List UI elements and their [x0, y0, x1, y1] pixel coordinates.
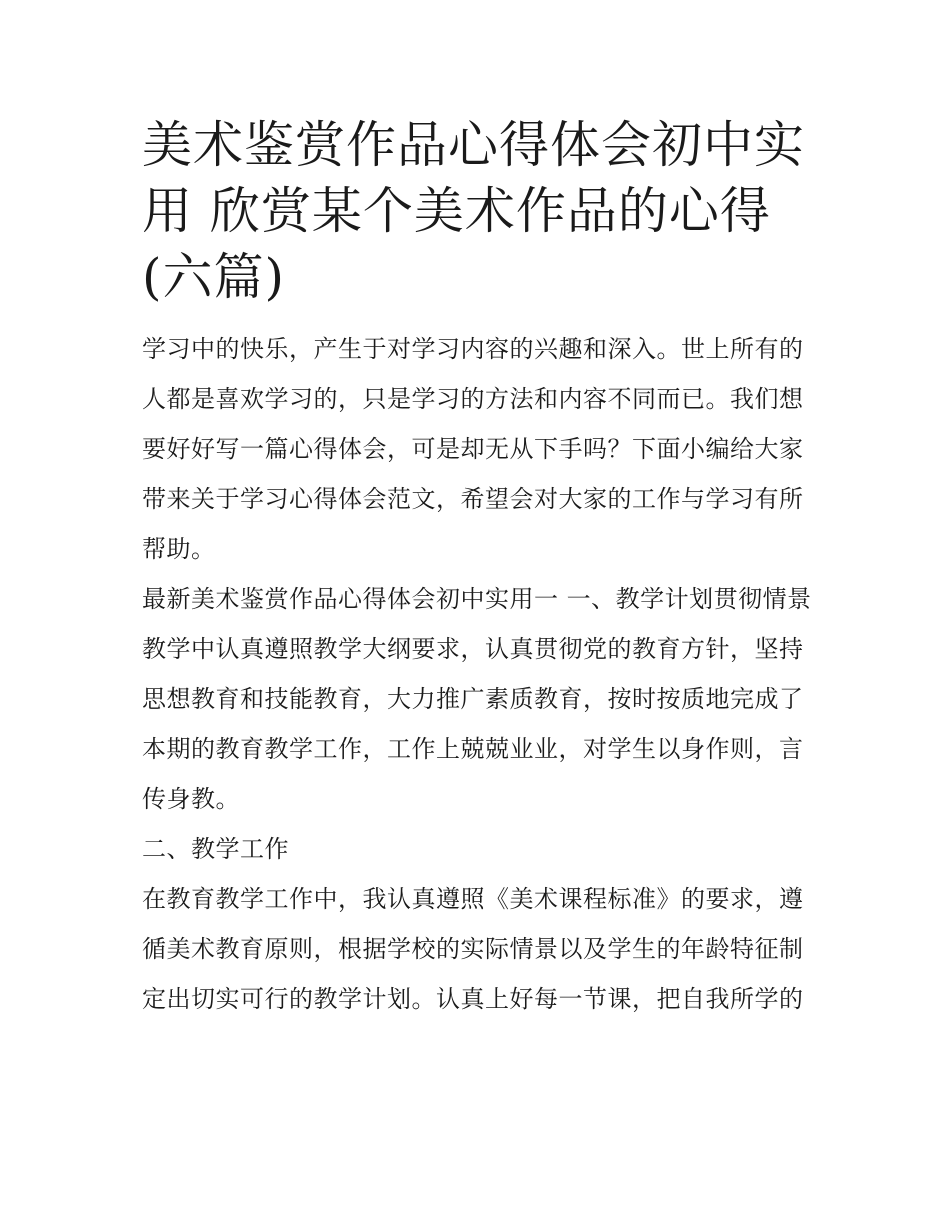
- section-heading-one: 最新美术鉴赏作品心得体会初中实用一 一、教学计划贯彻情景: [142, 585, 812, 613]
- document-title: 美术鉴赏作品心得体会初中实用 欣赏某个美术作品的心得(六篇): [142, 116, 805, 306]
- section-heading-two: 二、教学工作: [142, 835, 289, 863]
- teaching-plan-paragraph: 教学中认真遵照教学大纲要求，认真贯彻党的教育方针，坚持思想教育和技能教育，大力推广素质教育，按时按质地完成了本期的教育教学工作，工作上兢兢业业，对学生以身作则，言传身教。: [142, 635, 804, 813]
- intro-paragraph: 学习中的快乐，产生于对学习内容的兴趣和深入。世上所有的人都是喜欢学习的，只是学习的方法和内容不同而已。我们想要好好写一篇心得体会，可是却无从下手吗？下面小编给大家带来关于学习心得体会范文，希望会对大家的工作与学习有所帮助。: [142, 335, 804, 563]
- teaching-work-paragraph: 在教育教学工作中，我认真遵照《美术课程标准》的要求，遵循美术教育原则，根据学校的实际情景以及学生的年龄特征制定出切实可行的教学计划。认真上好每一节课，把自我所学的: [142, 885, 804, 1013]
- document-page: [142, 112, 814, 1024]
